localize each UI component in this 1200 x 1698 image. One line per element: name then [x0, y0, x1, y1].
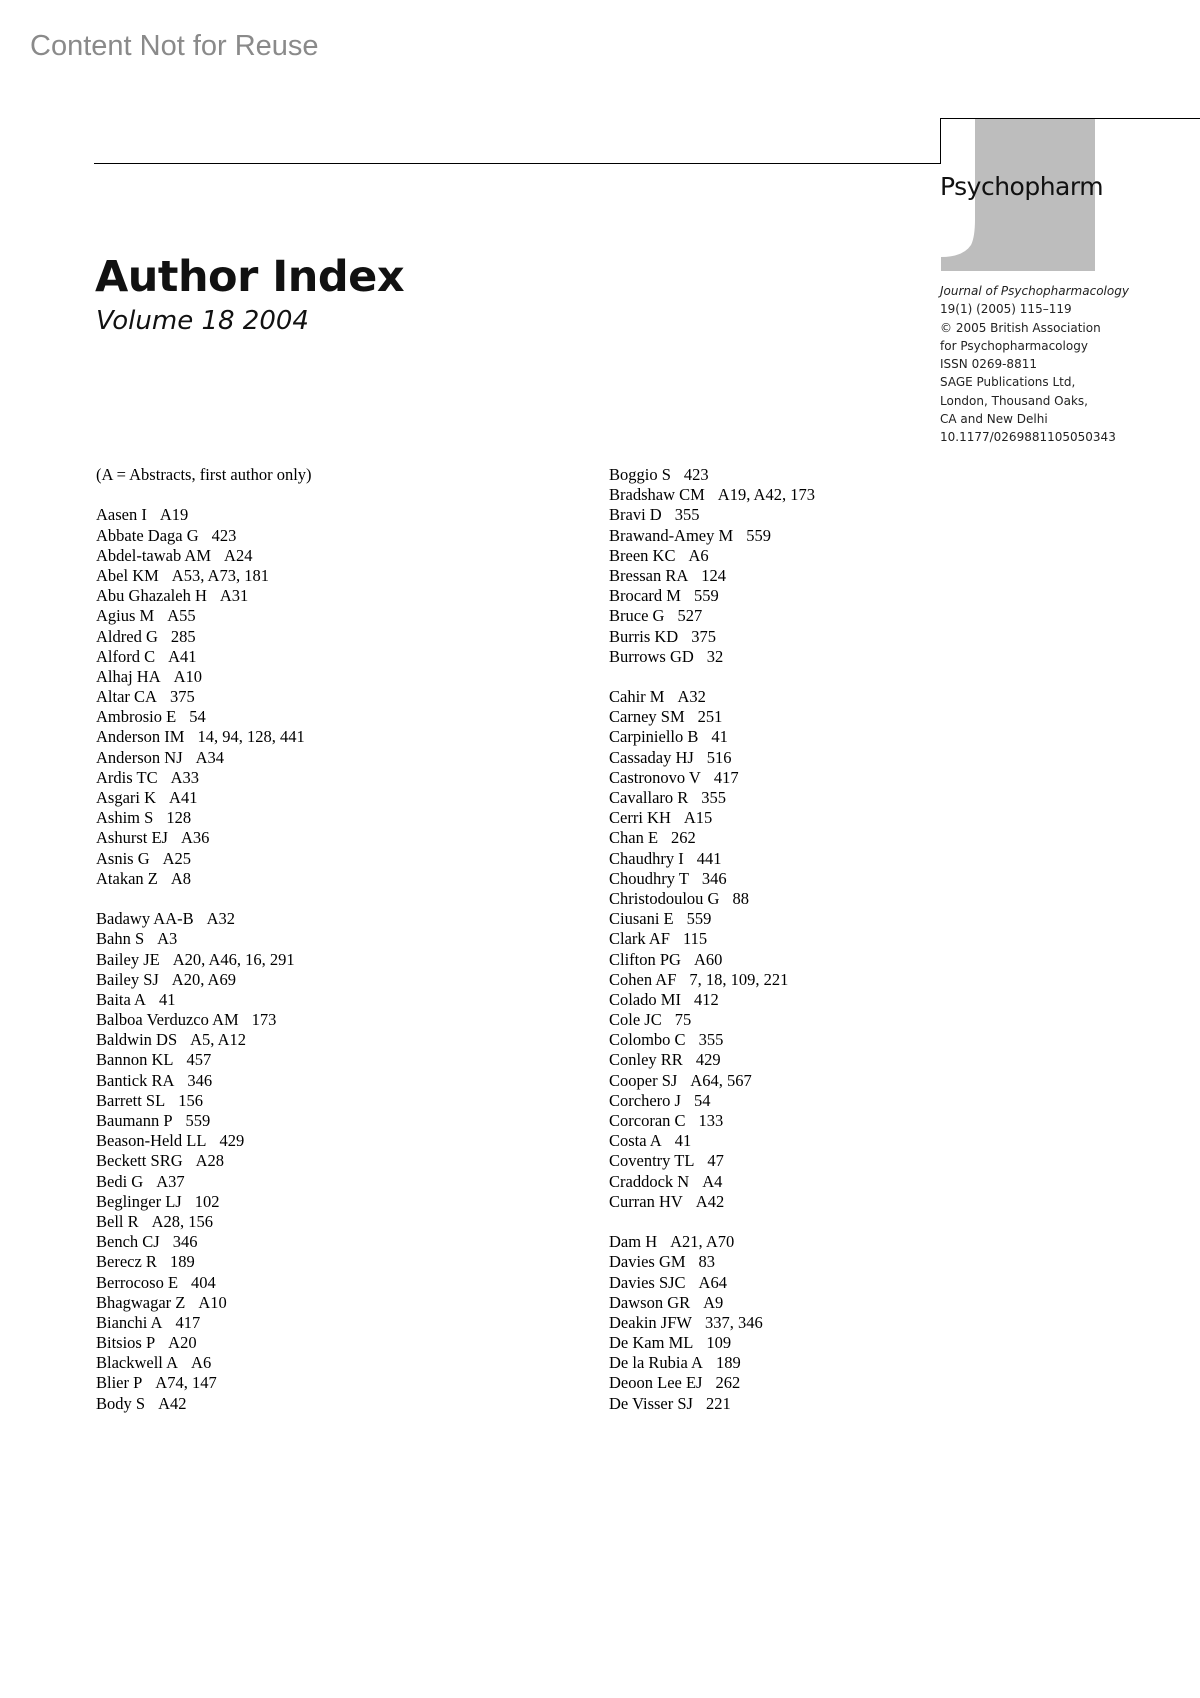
page-numbers: A36: [180, 828, 210, 848]
author-name: Chan E: [609, 828, 659, 848]
index-entry: [609, 465, 815, 485]
index-entry: [96, 1353, 312, 1373]
author-name: Badawy AA-B: [96, 909, 194, 929]
page-numbers: 189: [169, 1252, 195, 1272]
index-entry: [609, 1252, 815, 1272]
author-name: Beglinger LJ: [96, 1191, 182, 1211]
author-name: Bannon KL: [96, 1050, 174, 1070]
author-name: Anderson NJ: [96, 747, 183, 767]
index-entry: [609, 929, 815, 949]
index-entry: [96, 1212, 312, 1232]
author-name: Bianchi A: [96, 1312, 163, 1332]
page-numbers: A4: [702, 1171, 723, 1191]
index-entry: [609, 505, 815, 525]
page-numbers: 527: [677, 606, 703, 626]
page-numbers: 285: [170, 626, 196, 646]
index-entry: [609, 1373, 815, 1393]
author-name: Atakan Z: [96, 868, 158, 888]
page-numbers: A34: [195, 747, 225, 767]
index-entry: [609, 1071, 815, 1091]
page-numbers: 441: [696, 848, 722, 868]
page-numbers: A55: [167, 606, 196, 626]
index-entry: [96, 909, 312, 929]
page-numbers: A41: [169, 788, 198, 807]
author-name: Carney SM: [609, 707, 685, 727]
page-numbers: 375: [169, 687, 195, 707]
author-name: Abu Ghazaleh H: [96, 586, 207, 606]
index-entry: [609, 1313, 815, 1333]
page-numbers: A10: [173, 666, 203, 686]
page-numbers: 417: [175, 1312, 201, 1332]
page-numbers: A33: [170, 767, 199, 787]
index-entry: [96, 526, 312, 546]
page-numbers: 124: [701, 565, 727, 585]
author-name: Baumann P: [96, 1111, 173, 1130]
page-numbers: 355: [701, 788, 727, 807]
page-numbers: 88: [732, 888, 749, 908]
page-numbers: 75: [674, 1010, 692, 1030]
index-entry: [609, 970, 815, 990]
journal-publisher-line3: CA and New Delhi: [940, 412, 1048, 427]
author-name: Alhaj HA: [96, 666, 161, 686]
index-entry: [96, 606, 312, 626]
author-name: Balboa Verduzco AM: [96, 1010, 239, 1030]
watermark: Content Not for Reuse: [30, 30, 319, 62]
author-name: Agius M: [96, 606, 155, 626]
index-entry: [609, 546, 815, 566]
index-entry: [609, 1353, 815, 1373]
author-name: Berrocoso E: [96, 1272, 179, 1292]
index-entry: [96, 1030, 312, 1050]
page-numbers: 429: [219, 1131, 245, 1151]
author-name: Carpiniello B: [609, 727, 699, 747]
index-entry: [96, 990, 312, 1010]
page-numbers: 251: [697, 707, 723, 727]
page-numbers: 54: [693, 1090, 711, 1110]
author-name: Cooper SJ: [609, 1070, 678, 1090]
index-entry: [96, 1333, 312, 1353]
page-numbers: 412: [693, 989, 719, 1009]
page-numbers: 559: [686, 909, 712, 929]
index-entry: [96, 1232, 312, 1252]
journal-info: [940, 282, 1129, 447]
author-name: Bitsios P: [96, 1333, 156, 1353]
index-entry: [96, 1373, 312, 1393]
page-numbers: 559: [693, 586, 719, 606]
author-name: Craddock N: [609, 1171, 690, 1191]
page-numbers: A25: [162, 848, 192, 868]
author-name: Bradshaw CM: [609, 485, 705, 505]
index-entry: [96, 929, 312, 949]
page-numbers: 559: [185, 1111, 211, 1130]
author-name: Bhagwagar Z: [96, 1292, 186, 1312]
page-numbers: 41: [674, 1131, 692, 1151]
page-numbers: A10: [198, 1292, 227, 1312]
author-name: Ciusani E: [609, 909, 674, 929]
page-numbers: 7, 18, 109, 221: [689, 969, 789, 989]
author-name: Asnis G: [96, 848, 150, 868]
author-name: Corchero J: [609, 1090, 681, 1110]
author-name: Cassaday HJ: [609, 747, 694, 767]
page-subtitle: Volume 18 2004: [96, 306, 309, 336]
page-numbers: 423: [211, 525, 237, 545]
index-entry: [96, 1131, 312, 1151]
page-numbers: A3: [157, 929, 178, 949]
author-name: De la Rubia A: [609, 1353, 703, 1373]
page-numbers: A37: [156, 1171, 185, 1191]
author-name: Bressan RA: [609, 565, 689, 585]
page-numbers: 133: [698, 1111, 724, 1130]
index-entry: [609, 828, 815, 848]
index-entry: [96, 828, 312, 848]
journal-publisher-line2: London, Thousand Oaks,: [940, 393, 1088, 408]
journal-copyright: © 2005 British Association: [940, 320, 1101, 335]
author-name: Alford C: [96, 646, 156, 666]
author-name: Conley RR: [609, 1050, 683, 1070]
page-numbers: 83: [698, 1252, 716, 1272]
index-entry: [96, 1151, 312, 1171]
author-name: Anderson IM: [96, 727, 185, 747]
page-numbers: 346: [187, 1070, 213, 1090]
index-entry: [96, 788, 312, 808]
author-name: Ashim S: [96, 808, 154, 828]
author-name: Aasen I: [96, 505, 147, 525]
page-numbers: 32: [706, 646, 724, 666]
index-entry: [96, 1050, 312, 1070]
journal-publisher-line1: SAGE Publications Ltd,: [940, 375, 1076, 390]
author-name: Bedi G: [96, 1171, 144, 1191]
journal-issn: ISSN 0269-8811: [940, 357, 1037, 372]
author-name: Bailey JE: [96, 949, 160, 969]
index-entry: [96, 950, 312, 970]
author-name: Burrows GD: [609, 646, 694, 666]
author-name: Baita A: [96, 989, 146, 1009]
index-entry: [609, 727, 815, 747]
index-entry: [96, 647, 312, 667]
page-numbers: 41: [158, 989, 176, 1009]
index-entry: [609, 1010, 815, 1030]
index-entry: [609, 1151, 815, 1171]
page-numbers: 404: [191, 1272, 216, 1292]
page-numbers: 417: [713, 767, 739, 787]
index-entry: [96, 849, 312, 869]
index-entry: [609, 1172, 815, 1192]
index-entry: [96, 505, 312, 525]
index-entry: [609, 1192, 815, 1212]
index-entry: [609, 1111, 815, 1131]
index-entry: [96, 1313, 312, 1333]
page-numbers: A32: [677, 687, 706, 707]
index-entry: [96, 1192, 312, 1212]
index-entry: [96, 1010, 312, 1030]
page-numbers: 355: [698, 1030, 724, 1050]
page-numbers: 115: [682, 929, 708, 949]
author-name: Clark AF: [609, 929, 670, 949]
author-name: Brawand-Amey M: [609, 525, 734, 545]
page-numbers: A20: [168, 1333, 197, 1353]
index-entry: [96, 1111, 312, 1131]
author-name: Cahir M: [609, 687, 665, 707]
index-entry: [609, 586, 815, 606]
author-name: Deoon Lee EJ: [609, 1373, 703, 1393]
page-numbers: 457: [186, 1050, 212, 1070]
page-numbers: A41: [168, 646, 197, 666]
index-entry: [609, 707, 815, 727]
page-numbers: 173: [251, 1010, 277, 1030]
header-rule-left: [94, 163, 940, 164]
page-numbers: 516: [706, 747, 732, 767]
author-name: Corcoran C: [609, 1111, 686, 1130]
index-entry: [96, 869, 312, 889]
page-numbers: A31: [219, 586, 249, 606]
page-numbers: A64: [698, 1272, 727, 1292]
page-numbers: 262: [671, 828, 696, 848]
page-numbers: A6: [191, 1353, 212, 1373]
index-entry: [609, 1293, 815, 1313]
index-entry: [96, 1394, 312, 1414]
index-entry: [96, 707, 312, 727]
author-name: Coventry TL: [609, 1151, 695, 1171]
page-numbers: 109: [706, 1333, 732, 1353]
author-name: Abel KM: [96, 565, 159, 585]
page-title: Author Index: [95, 252, 405, 302]
author-name: Deakin JFW: [609, 1312, 692, 1332]
index-entry: [609, 1232, 815, 1252]
page-numbers: A28: [195, 1151, 225, 1171]
journal-copyright-line2: for Psychopharmacology: [940, 338, 1088, 353]
author-name: De Kam ML: [609, 1333, 694, 1353]
page-numbers: A60: [693, 949, 723, 969]
author-name: Burris KD: [609, 626, 679, 646]
author-name: Chaudhry I: [609, 848, 684, 868]
author-name: Abbate Daga G: [96, 525, 199, 545]
page-numbers: 262: [715, 1373, 741, 1393]
page-numbers: A32: [206, 909, 236, 929]
page-numbers: 429: [695, 1050, 721, 1070]
index-entry: [609, 849, 815, 869]
index-entry: [609, 1131, 815, 1151]
index-entry: [609, 1091, 815, 1111]
author-name: Bravi D: [609, 505, 662, 525]
author-name: Cole JC: [609, 1010, 662, 1030]
index-entry: [609, 1394, 815, 1414]
author-name: Ashurst EJ: [96, 828, 168, 848]
index-entry: [96, 748, 312, 768]
index-entry: [609, 566, 815, 586]
index-entry: [609, 606, 815, 626]
author-name: Davies GM: [609, 1252, 686, 1272]
page-numbers: A6: [688, 545, 709, 565]
page-numbers: 355: [674, 505, 700, 525]
index-entry: [96, 667, 312, 687]
page-numbers: A5, A12: [190, 1030, 247, 1050]
author-name: Christodoulou G: [609, 888, 720, 908]
author-name: Bruce G: [609, 606, 665, 626]
author-name: Colado MI: [609, 989, 681, 1009]
index-entry: [609, 526, 815, 546]
author-name: Cohen AF: [609, 969, 677, 989]
index-entry: [609, 1050, 815, 1070]
author-name: Berecz R: [96, 1252, 157, 1272]
page-numbers: 423: [683, 465, 709, 484]
author-name: Cerri KH: [609, 808, 671, 828]
author-name: De Visser SJ: [609, 1393, 693, 1413]
author-name: Boggio S: [609, 465, 671, 484]
author-name: Beason-Held LL: [96, 1131, 207, 1151]
author-name: Aldred G: [96, 626, 158, 646]
page-numbers: A28, 156: [151, 1211, 214, 1231]
author-name: Ardis TC: [96, 767, 158, 787]
index-entry: [96, 566, 312, 586]
index-entry: [96, 546, 312, 566]
index-entry: [96, 1293, 312, 1313]
page-numbers: 375: [691, 626, 716, 646]
page-numbers: A42: [695, 1191, 725, 1211]
index-entry: [96, 1273, 312, 1293]
index-column-right: [609, 465, 815, 1414]
author-name: Dawson GR: [609, 1292, 691, 1312]
author-name: Asgari K: [96, 788, 157, 807]
page-numbers: A9: [703, 1292, 724, 1312]
author-name: Castronovo V: [609, 767, 701, 787]
page-numbers: A24: [224, 545, 253, 565]
page-numbers: A15: [683, 808, 713, 828]
author-name: Bench CJ: [96, 1232, 160, 1252]
group-gap: [609, 667, 815, 687]
author-name: Colombo C: [609, 1030, 686, 1050]
index-entry: [96, 687, 312, 707]
page-numbers: 14, 94, 128, 441: [197, 727, 305, 747]
index-entry: [96, 1172, 312, 1192]
page-numbers: 189: [715, 1353, 741, 1373]
page-numbers: A8: [170, 868, 192, 888]
index-entry: [96, 970, 312, 990]
author-name: Clifton PG: [609, 949, 681, 969]
author-name: Abdel-tawab AM: [96, 545, 212, 565]
author-name: Davies SJC: [609, 1272, 686, 1292]
page-numbers: 337, 346: [704, 1312, 763, 1332]
author-name: Altar CA: [96, 687, 157, 707]
author-name: Blier P: [96, 1373, 143, 1393]
page-numbers: 346: [172, 1232, 198, 1252]
index-entry: [609, 1273, 815, 1293]
author-name: Bell R: [96, 1211, 139, 1231]
author-name: Breen KC: [609, 545, 676, 565]
author-name: Dam H: [609, 1232, 658, 1252]
page-numbers: 346: [701, 868, 727, 888]
index-entry: [609, 1333, 815, 1353]
index-entry: [96, 1071, 312, 1091]
page-numbers: A20, A46, 16, 291: [172, 949, 295, 969]
index-entry: [609, 909, 815, 929]
author-name: Bailey SJ: [96, 969, 159, 989]
journal-doi: 10.1177/0269881105050343: [940, 430, 1116, 445]
author-name: Beckett SRG: [96, 1151, 183, 1171]
page-numbers: 41: [711, 727, 728, 747]
page-numbers: 128: [166, 808, 192, 828]
index-entry: [96, 1091, 312, 1111]
page-numbers: A19, A42, 173: [717, 485, 815, 505]
author-name: Body S: [96, 1393, 146, 1413]
author-name: Cavallaro R: [609, 788, 689, 807]
page-numbers: 559: [746, 525, 771, 545]
author-name: Bahn S: [96, 929, 145, 949]
index-entry: [609, 950, 815, 970]
index-entry: [609, 990, 815, 1010]
index-entry: [609, 768, 815, 788]
page-numbers: 54: [189, 707, 206, 727]
group-gap: [96, 889, 312, 909]
author-name: Choudhry T: [609, 868, 689, 888]
group-gap: [96, 485, 312, 505]
author-name: Blackwell A: [96, 1353, 179, 1373]
index-note: (A = Abstracts, first author only): [96, 465, 312, 484]
index-column-left: [96, 465, 312, 1414]
page-numbers: A19: [159, 505, 189, 525]
author-name: Curran HV: [609, 1191, 683, 1211]
page-numbers: A21, A70: [670, 1232, 735, 1252]
page-numbers: 156: [178, 1090, 203, 1110]
author-name: Bantick RA: [96, 1070, 175, 1090]
author-name: Baldwin DS: [96, 1030, 178, 1050]
index-entry: [96, 768, 312, 788]
journal-logo-text: Psychopharm: [940, 172, 1104, 201]
author-name: Brocard M: [609, 586, 681, 606]
page-numbers: A64, 567: [690, 1070, 752, 1090]
page-numbers: A42: [158, 1393, 187, 1413]
index-entry: [96, 627, 312, 647]
group-gap: [609, 1212, 815, 1232]
author-name: Ambrosio E: [96, 707, 177, 727]
page-numbers: A74, 147: [155, 1373, 217, 1393]
index-entry: [609, 1030, 815, 1050]
index-entry: [96, 586, 312, 606]
index-entry: [609, 647, 815, 667]
index-entry: [96, 808, 312, 828]
page-numbers: A20, A69: [171, 969, 236, 989]
index-entry: [96, 1252, 312, 1272]
page-numbers: 102: [194, 1191, 220, 1211]
index-entry: [609, 687, 815, 707]
index-entry: [609, 808, 815, 828]
index-entry: [609, 869, 815, 889]
index-entry: [609, 627, 815, 647]
index-entry: [609, 889, 815, 909]
page-numbers: 47: [707, 1151, 724, 1171]
index-entry: [609, 748, 815, 768]
index-entry: [609, 788, 815, 808]
journal-issue: 19(1) (2005) 115–119: [940, 302, 1072, 317]
index-entry: [609, 485, 815, 505]
author-name: Barrett SL: [96, 1090, 166, 1110]
index-entry: [96, 727, 312, 747]
journal-name: Journal of Psychopharmacology: [940, 284, 1129, 298]
author-name: Costa A: [609, 1131, 662, 1151]
page-numbers: 221: [705, 1393, 731, 1413]
page-numbers: A53, A73, 181: [171, 565, 269, 585]
